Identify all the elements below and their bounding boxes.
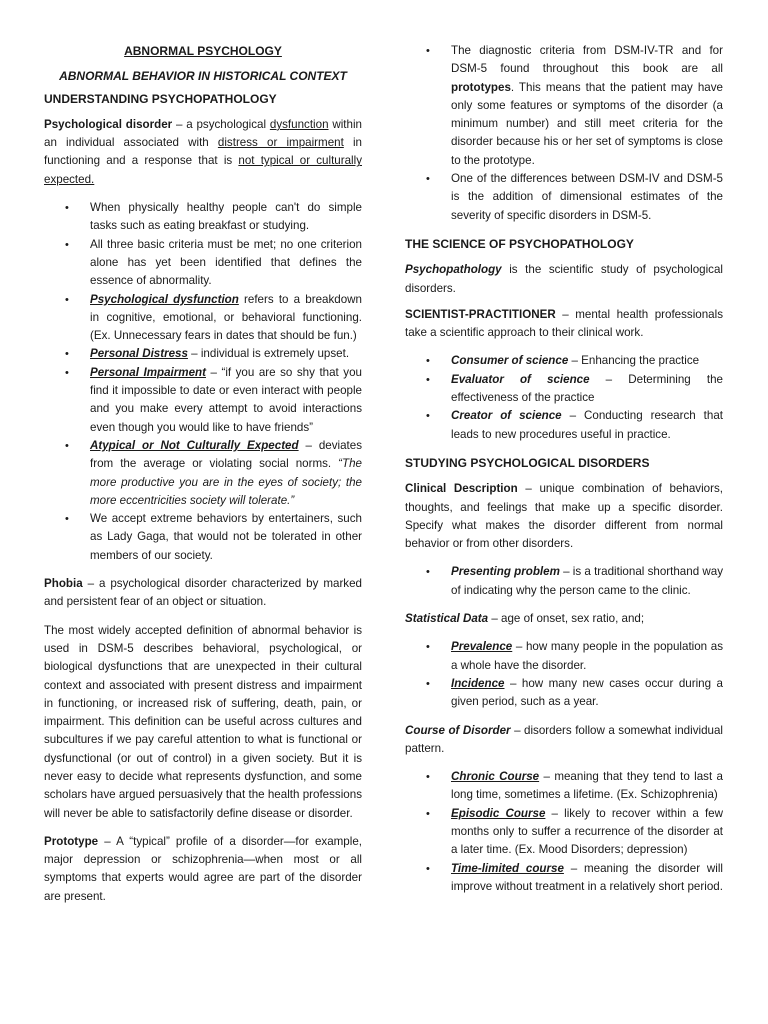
list-item: • Personal Distress – individual is extremely upset. xyxy=(44,345,362,363)
list-item: • Atypical or Not Culturally Expected – deviates from the average or violating social norms. “The more productive you are in the eyes of society; the more eccentricities society will tolerate.” xyxy=(65,438,362,507)
bullet-icon: • xyxy=(426,355,430,368)
list-item: • Evaluator of science – Determining the effectiveness of the practice xyxy=(426,372,723,405)
list-item: • When physically healthy people can't do simple tasks such as eating breakfast or studying. xyxy=(65,201,362,233)
term-psychological-disorder: Psychological disorder xyxy=(44,117,173,131)
document-subtitle: ABNORMAL BEHAVIOR IN HISTORICAL CONTEXT xyxy=(59,69,347,84)
psychopathology-definition: Psychopathology is the scientific study of psychological disorders. xyxy=(405,263,723,295)
bullet-icon: • xyxy=(65,439,69,452)
heading-science-of-psychopathology: THE SCIENCE OF PSYCHOPATHOLOGY xyxy=(405,236,634,251)
bullet-icon: • xyxy=(426,862,430,875)
list-item: • Psychological dysfunction refers to a breakdown in cognitive, emotional, or behavioral functioning. (Ex. Unnecessary fears in dates that should be fun.) xyxy=(65,292,362,343)
list-item: • Episodic Course – likely to recover within a few months only to suffer a recurrence of the disorder at a later time. (Ex. Mood Disorders; depression) xyxy=(426,806,724,857)
phobia-definition: Phobia – a psychological disorder characterized by marked and persistent fear of an object or situation. xyxy=(44,577,362,609)
abnormal-behavior-definition-paragraph: The most widely accepted definition of abnormal behavior is used in DSM-5 describes behavioral, psychological, or biological dysfunctions that are unexpected in their cultural context and associated with present distress and impairment in functioning, or increased risk of suffering, death, pain, or impairment. This definition can be useful across cultures and subcultures if we pay careful attention to what is functional or dysfunctional (or out of control) in a given society. But it is never easy to decide what represents dysfunction, and some scholars have argued persuasively that the health professions will never be able to satisfactorily define disease or disorder. xyxy=(44,623,362,820)
bullet-icon: • xyxy=(426,566,430,579)
right-column xyxy=(405,42,723,896)
course-types-list xyxy=(405,768,723,896)
presenting-problem-list xyxy=(405,563,723,600)
criteria-list xyxy=(44,199,362,565)
list-item: • One of the differences between DSM-IV and DSM-5 is the addition of dimensional estimates of the severity of specific disorders in DSM-5. xyxy=(426,172,723,222)
bullet-icon: • xyxy=(65,238,69,251)
bullet-icon: • xyxy=(426,807,430,820)
list-item: • Prevalence – how many people in the population as a whole have the disorder. xyxy=(426,640,723,672)
list-item: • Time-limited course – meaning the disorder will improve without treatment in a relatively short period. xyxy=(426,861,723,893)
list-item: • The diagnostic criteria from DSM-IV-TR and for DSM-5 found throughout this book are all prototypes. This means that the patient may have only some features or symptoms of the disorder (a minimum number) and still meet criteria for the disorder because his or her set of symptoms is close to the prototype. xyxy=(426,44,723,167)
statistical-data-definition: Statistical Data – age of onset, sex ratio, and; xyxy=(405,612,645,626)
bullet-icon: • xyxy=(65,293,69,306)
bullet-icon: • xyxy=(426,677,430,690)
bullet-icon: • xyxy=(65,348,69,361)
list-item: • Personal Impairment – “if you are so shy that you find it impossible to date or even interact with people and you make every attempt to avoid interactions even though you would like to have friends” xyxy=(65,365,362,434)
bullet-icon: • xyxy=(426,173,430,186)
bullet-icon: • xyxy=(426,410,430,423)
prototype-notes-list xyxy=(405,42,723,225)
list-item: • All three basic criteria must be met; no one criterion alone has yet been identified that defines the essence of abnormality. xyxy=(65,237,362,288)
document-title: ABNORMAL PSYCHOLOGY xyxy=(124,44,282,58)
scientist-practitioner-definition: SCIENTIST-PRACTITIONER – mental health professionals take a scientific approach to their clinical work. xyxy=(405,307,723,340)
heading-understanding-psychopathology: UNDERSTANDING PSYCHOPATHOLOGY xyxy=(44,91,277,106)
course-of-disorder-definition: Course of Disorder – disorders follow a somewhat individual pattern. xyxy=(405,723,723,755)
bullet-icon: • xyxy=(65,513,69,526)
bullet-icon: • xyxy=(426,373,430,386)
bullet-icon: • xyxy=(426,771,430,784)
left-column xyxy=(44,42,362,906)
statistical-data-list xyxy=(405,638,723,711)
list-item: • Incidence – how many new cases occur during a given period, such as a year. xyxy=(426,676,723,709)
bullet-icon: • xyxy=(426,45,430,57)
prototype-definition: Prototype – A “typical” profile of a disorder—for example, major depression or schizophrenia—when most or all symptoms that experts would agree are part of the disorder are present. xyxy=(44,834,362,903)
psychological-disorder-definition: Psychological disorder – a psychological dysfunction within an individual associated with distress or impairment in functioning and a response that is not typical or culturally expected. xyxy=(44,117,362,186)
list-item: • Presenting problem – is a traditional shorthand way of indicating why the person came to the clinic. xyxy=(426,565,723,597)
scientist-roles-list xyxy=(405,352,723,443)
bullet-icon: • xyxy=(65,202,69,215)
bullet-icon: • xyxy=(65,366,69,379)
list-item: • Creator of science – Conducting research that leads to new procedures useful in practice. xyxy=(426,409,723,441)
heading-studying-psychological-disorders: STUDYING PSYCHOLOGICAL DISORDERS xyxy=(405,455,650,470)
list-item: • Chronic Course – meaning that they tend to last a long time, sometimes a lifetime. (Ex. Schizophrenia) xyxy=(426,770,723,802)
bullet-icon: • xyxy=(426,641,430,654)
clinical-description-definition: Clinical Description – unique combination of behaviors, thoughts, and feelings that make up a specific disorder. Specify what makes the disorder different from normal behavior or from other disorders. xyxy=(405,482,723,551)
list-item: • Consumer of science – Enhancing the practice xyxy=(405,352,723,370)
list-item: • We accept extreme behaviors by entertainers, such as Lady Gaga, that would not be tolerated in other members of our society. xyxy=(65,512,362,562)
